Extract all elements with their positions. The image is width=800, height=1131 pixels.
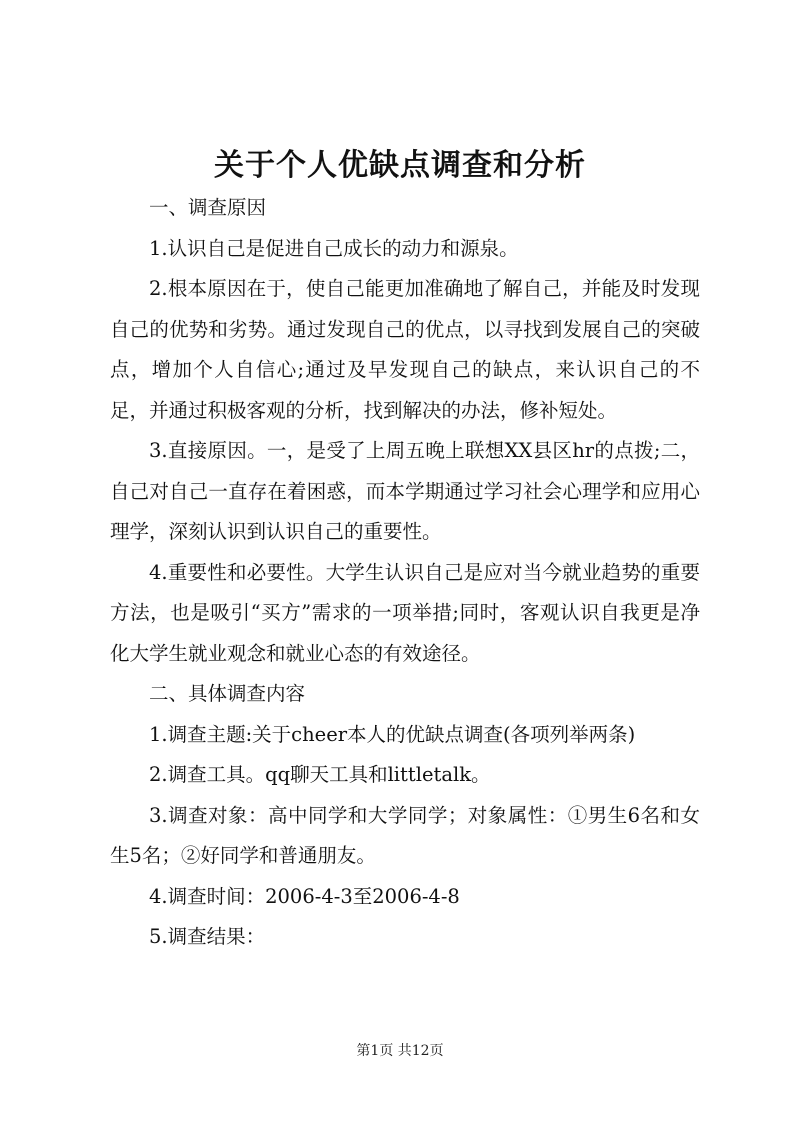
paragraph-subjects: 3.调查对象：高中同学和大学同学；对象属性：①男生6名和女生5名；②好同学和普通朋友。 [110,803,700,867]
paragraph-results: 5.调查结果： [149,925,266,948]
section-heading-content: 二、具体调查内容 [149,682,306,705]
paragraph-time: 4.调查时间：2006-4-3至2006-4-8 [149,884,460,908]
paragraph-reason-4: 4.重要性和必要性。大学生认识自己是应对当今就业趋势的重要方法，也是吸引“买方”需求的一项举措;同时，客观认识自我更是净化大学生就业观念和就业心态的有效途径。 [110,560,700,665]
section-heading-reasons: 一、调查原因 [149,196,267,219]
document-title: 关于个人优缺点调查和分析 [214,148,586,183]
paragraph-reason-2: 2.根本原因在于，使自己能更加准确地了解自己，并能及时发现自己的优势和劣势。通过发现自己的优点，以寻找到发展自己的突破点，增加个人自信心;通过及早发现自己的缺点，来认识自己的不足，并通过积极客观的分析，找到解决的办法，修补短处。 [110,277,700,422]
paragraph-topic: 1.调查主题:关于cheer本人的优缺点调查(各项列举两条) [149,722,636,746]
paragraph-tools: 2.调查工具。qq聊天工具和littletalk。 [149,763,491,786]
paragraph-reason-3: 3.直接原因。一，是受了上周五晚上联想XX县区hr的点拨;二，自己对自己一直存在着困惑，而本学期通过学习社会心理学和应用心理学，深刻认识到认识自己的重要性。 [110,439,700,543]
document-body [110,188,700,958]
paragraph-reason-1: 1.认识自己是促进自己成长的动力和源泉。 [149,236,519,260]
page-number-footer: 第1页 共12页 [356,1043,444,1059]
